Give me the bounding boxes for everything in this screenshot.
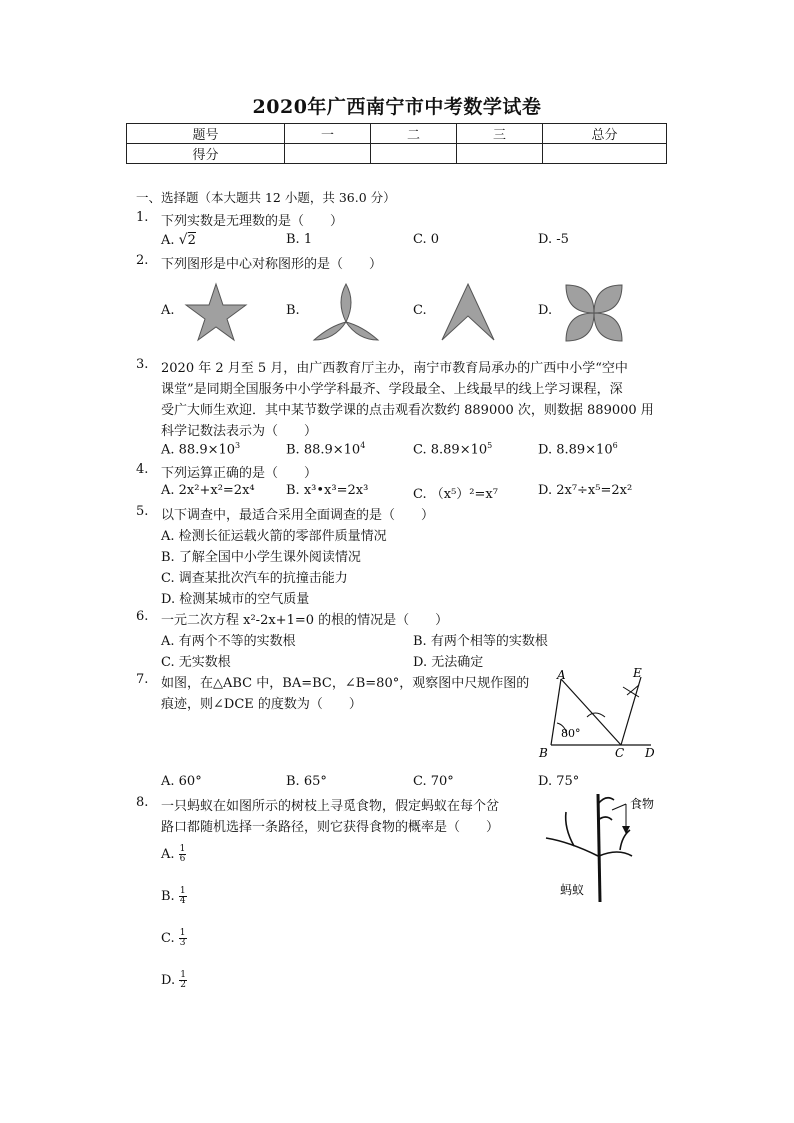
score-table-header-row bbox=[127, 124, 667, 144]
angle-label: 80° bbox=[561, 727, 581, 740]
option-d[interactable]: D. 75° bbox=[538, 774, 580, 789]
option-d[interactable]: D. 无法确定 bbox=[413, 655, 484, 670]
question-number: 8. bbox=[136, 795, 149, 810]
option-base: D. 8.89×10 bbox=[538, 442, 613, 458]
option-base: A. 88.9×10 bbox=[161, 442, 236, 458]
question-number: 2. bbox=[136, 253, 149, 268]
three-petal-figure bbox=[310, 282, 382, 344]
score-input-cell[interactable] bbox=[457, 144, 543, 164]
option-b[interactable]: B. x³•x³=2x³ bbox=[286, 483, 369, 498]
option-a[interactable] bbox=[161, 232, 196, 248]
option-b[interactable]: B. 了解全国中小学生课外阅读情况 bbox=[161, 550, 361, 565]
option-label: C. bbox=[161, 931, 175, 946]
score-cell: 一 bbox=[285, 124, 371, 144]
triangle-construction-figure bbox=[535, 665, 665, 765]
question-number: 7. bbox=[136, 672, 149, 687]
score-cell: 得分 bbox=[127, 144, 285, 164]
four-petal-figure bbox=[563, 282, 625, 344]
question-stem-line: 受广大师生欢迎．其中某节数学课的点击观看次数约 889000 次，则数据 889000 用 bbox=[161, 403, 654, 418]
question-stem-line: 如图，在△ABC 中，BA=BC，∠B=80°，观察图中尺规作图的 bbox=[161, 676, 530, 691]
question-number: 6. bbox=[136, 609, 149, 624]
option-c[interactable]: C. 0 bbox=[413, 232, 440, 247]
question-stem-line: 路口都随机选择一条路径，则它获得食物的概率是（ ） bbox=[161, 820, 500, 835]
fraction: $\frac{1}{3}$ bbox=[179, 928, 186, 948]
option-a[interactable]: A. 检测长征运载火箭的零部件质量情况 bbox=[161, 529, 387, 544]
option-b[interactable]: B. 65° bbox=[286, 774, 327, 789]
option-d[interactable]: D. -5 bbox=[538, 232, 569, 247]
page-title: 2020年广西南宁市中考数学试卷 bbox=[252, 96, 542, 118]
option-c[interactable]: C. 调查某批次汽车的抗撞击能力 bbox=[161, 571, 348, 586]
score-cell: 总分 bbox=[543, 124, 667, 144]
option-a[interactable]: A. bbox=[161, 303, 175, 318]
option-a[interactable] bbox=[161, 441, 240, 457]
question-number: 3. bbox=[136, 357, 149, 372]
option-b[interactable]: B. bbox=[286, 303, 300, 318]
option-b[interactable] bbox=[286, 441, 365, 457]
option-c[interactable]: C. bbox=[413, 303, 427, 318]
vertex-label-c: C bbox=[615, 746, 625, 760]
option-c[interactable]: C. 无实数根 bbox=[161, 655, 231, 670]
option-a[interactable]: A. 60° bbox=[161, 774, 202, 789]
question-stem-line: 一只蚂蚁在如图所示的树枝上寻觅食物，假定蚂蚁在每个岔 bbox=[161, 799, 500, 814]
question-stem: 以下调查中，最适合采用全面调查的是（ ） bbox=[161, 508, 435, 523]
section-heading: 一、选择题（本大题共 12 小题，共 36.0 分） bbox=[136, 190, 396, 205]
score-input-cell[interactable] bbox=[285, 144, 371, 164]
option-a[interactable]: A. 有两个不等的实数根 bbox=[161, 634, 296, 649]
question-number: 4. bbox=[136, 462, 149, 477]
question-stem: 下列图形是中心对称图形的是（ ） bbox=[161, 257, 383, 272]
question-stem-line: 2020 年 2 月至 5 月，由广西教育厅主办，南宁市教育局承办的广西中小学“空中 bbox=[161, 361, 628, 376]
option-b[interactable] bbox=[161, 887, 187, 906]
option-d[interactable]: D. bbox=[538, 303, 553, 318]
option-d[interactable]: D. 检测某城市的空气质量 bbox=[161, 592, 310, 607]
question-number: 1. bbox=[136, 210, 149, 225]
score-input-cell[interactable] bbox=[543, 144, 667, 164]
option-exponent: 5 bbox=[487, 441, 493, 450]
option-c[interactable]: C. （x⁵）²=x⁷ bbox=[413, 487, 498, 502]
point-label-d: D bbox=[645, 746, 655, 760]
option-base: C. 8.89×10 bbox=[413, 442, 488, 458]
score-cell: 二 bbox=[371, 124, 457, 144]
option-label: A. bbox=[161, 847, 175, 862]
food-label: 食物 bbox=[630, 797, 655, 811]
option-d[interactable] bbox=[161, 971, 187, 990]
option-c[interactable] bbox=[161, 929, 187, 948]
question-stem: 下列实数是无理数的是（ ） bbox=[161, 214, 344, 229]
question-stem-line: 痕迹，则∠DCE 的度数为（ ） bbox=[161, 697, 362, 712]
option-d[interactable] bbox=[538, 441, 618, 457]
vertex-label-b: B bbox=[539, 746, 548, 760]
question-stem: 下列运算正确的是（ ） bbox=[161, 466, 318, 481]
option-exponent: 3 bbox=[235, 441, 241, 450]
arrowhead-figure bbox=[440, 282, 496, 344]
vertex-label-a: A bbox=[557, 668, 566, 682]
fraction: $\frac{1}{2}$ bbox=[180, 970, 186, 990]
tree-branch-figure bbox=[540, 790, 665, 905]
option-c[interactable] bbox=[413, 441, 492, 457]
fraction: $\frac{1}{6}$ bbox=[179, 844, 186, 864]
option-a[interactable] bbox=[161, 845, 186, 864]
question-number: 5. bbox=[136, 504, 149, 519]
score-cell: 三 bbox=[457, 124, 543, 144]
sqrt-symbol: √ bbox=[178, 232, 188, 248]
radicand: 2 bbox=[187, 233, 196, 248]
option-a[interactable]: A. 2x²+x²=2x⁴ bbox=[161, 483, 255, 498]
option-b[interactable]: B. 1 bbox=[286, 232, 313, 247]
ant-label: 蚂蚁 bbox=[560, 883, 585, 897]
option-exponent: 6 bbox=[612, 441, 618, 450]
option-label: D. bbox=[161, 973, 176, 988]
option-exponent: 4 bbox=[360, 441, 366, 450]
question-stem-line: 科学记数法表示为（ ） bbox=[161, 424, 318, 439]
star-figure bbox=[183, 282, 249, 342]
option-d[interactable]: D. 2x⁷÷x⁵=2x² bbox=[538, 483, 633, 498]
fraction: $\frac{1}{4}$ bbox=[179, 886, 186, 906]
option-base: B. 88.9×10 bbox=[286, 442, 361, 458]
score-table bbox=[126, 123, 667, 164]
option-b[interactable]: B. 有两个相等的实数根 bbox=[413, 634, 548, 649]
question-stem: 一元二次方程 x²-2x+1=0 的根的情况是（ ） bbox=[161, 613, 449, 628]
score-input-cell[interactable] bbox=[371, 144, 457, 164]
option-label: B. bbox=[161, 889, 175, 904]
score-table-score-row bbox=[127, 144, 667, 164]
score-cell: 题号 bbox=[127, 124, 285, 144]
question-stem-line: 课堂”是同期全国服务中小学学科最齐、学段最全、上线最早的线上学习课程，深 bbox=[161, 382, 623, 397]
option-label: A. bbox=[161, 233, 175, 248]
option-c[interactable]: C. 70° bbox=[413, 774, 454, 789]
point-label-e: E bbox=[633, 666, 642, 680]
